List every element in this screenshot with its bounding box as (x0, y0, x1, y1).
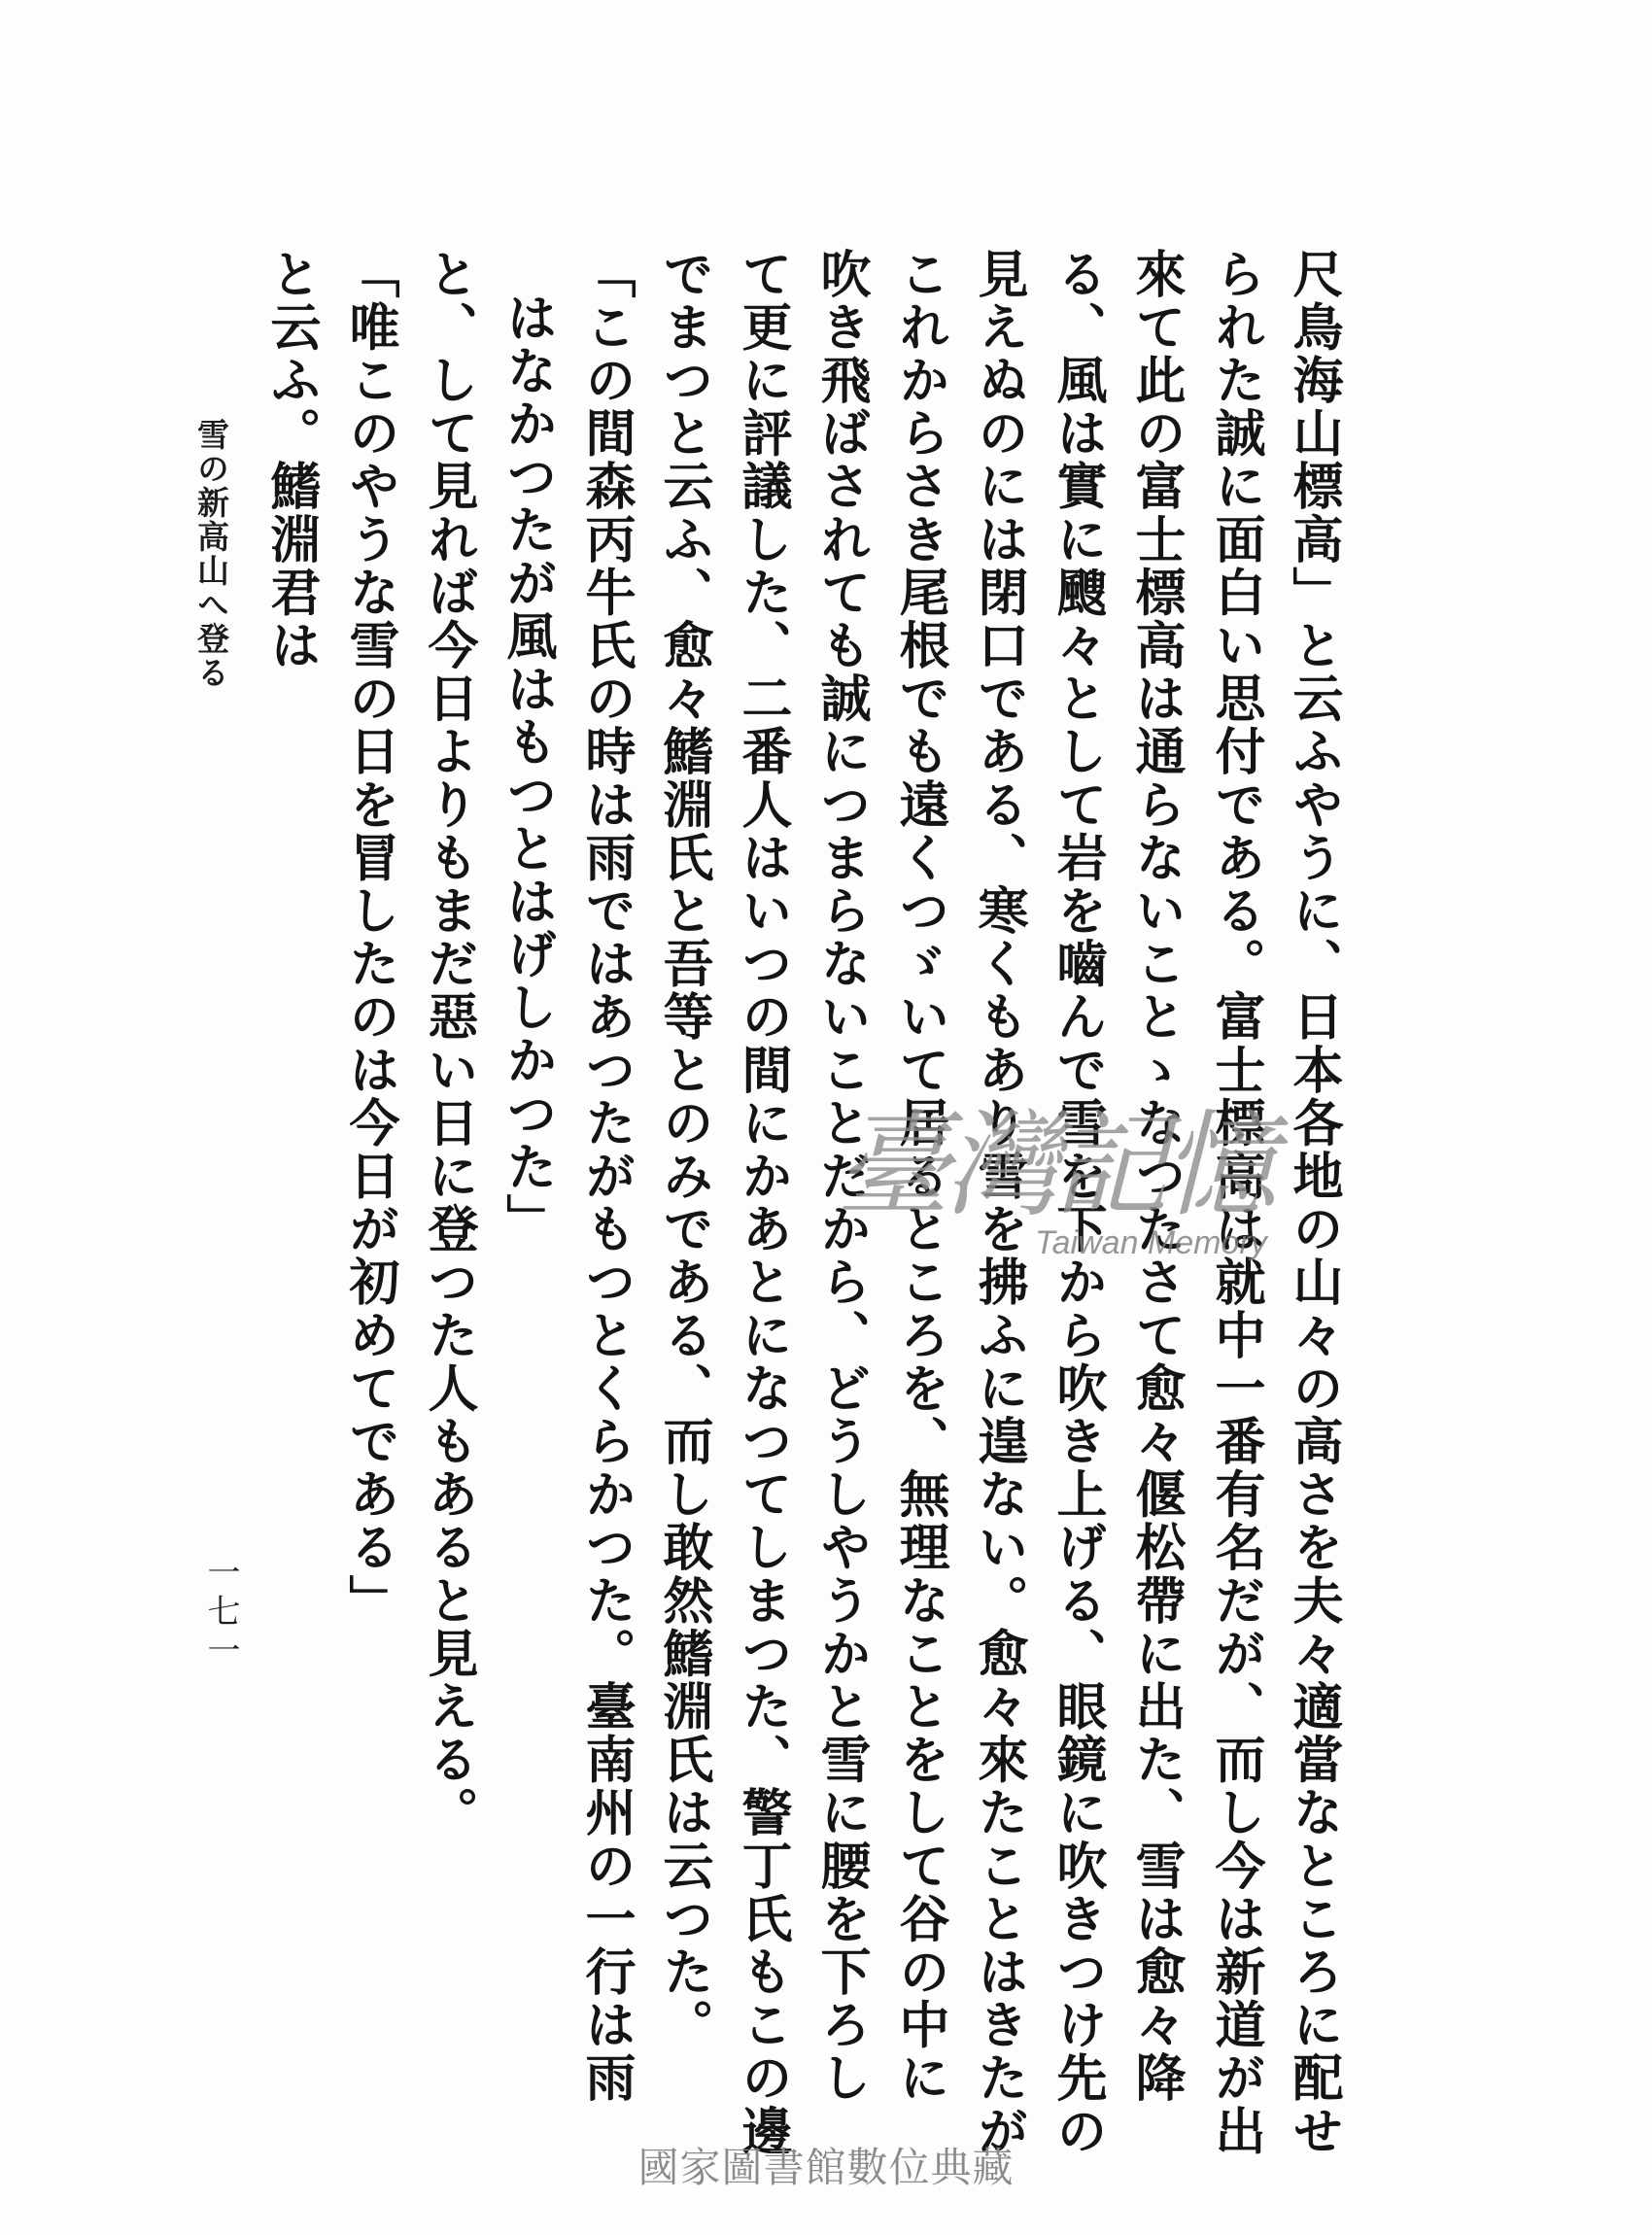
text-column-5: 見えぬのには閉口である、寒くもあり雪を拂ふに遑ない。愈々來たことはきたが (969, 248, 1028, 2158)
text-column-1: 尺鳥海山標高」と云ふやうに、日本各地の山々の高さを夫々適當なところに配せ (1284, 248, 1343, 2158)
text-column-14: と云ふ。鰭淵君は (261, 248, 321, 672)
text-column-6: これからさき尾根でも遠くつゞいて居るところを、無理なことをして谷の中に (890, 248, 949, 2105)
text-column-13: 「唯このやうな雪の日を冒したのは今日が初めてである」 (340, 248, 399, 1628)
text-column-4: る、風は實に颼々として岩を嚙んで雪を下から吹き上げる、眼鏡に吹きつけ先の (1048, 248, 1107, 2158)
text-column-10: 「この間森丙牛氏の時は雨ではあつたがもつとくらかつた。臺南州の一行は雨 (576, 248, 636, 2105)
text-column-9: でまつと云ふ、愈々鰭淵氏と吾等とのみである、而し敢然鰭淵氏は云つた。 (654, 248, 713, 2052)
text-column-2: られた誠に面白い思付である。富士標高は就中一番有名だが、而し今は新道が出 (1206, 248, 1265, 2158)
text-column-3: 來て此の富士標高は通らないことゝなつたさて愈々偃松帶に出た、雪は愈々降 (1126, 248, 1186, 2105)
page-number: 一七一 (201, 1555, 240, 1671)
text-column-7: 吹き飛ばされても誠につまらないことだから、どうしやうかと雪に腰を下ろし (811, 248, 871, 2105)
text-column-11: はなかつたが風はもつとはげしかつた」 (498, 292, 557, 1247)
watermark-subtitle: Taiwan Memory (1035, 1224, 1267, 1261)
running-head: 雪の新高山へ登る (192, 418, 230, 690)
library-footer: 國家圖書館數位典藏 (637, 2144, 1015, 2191)
text-column-12: と、して見れば今日よりもまだ惡い日に登つた人もあると見える。 (419, 248, 478, 1840)
watermark-title: 臺灣記憶 (836, 1098, 1272, 1232)
text-column-8: て更に評議した、二番人はいつの間にかあとになつてしまつた、警丁氏もこの邊 (733, 248, 792, 2158)
